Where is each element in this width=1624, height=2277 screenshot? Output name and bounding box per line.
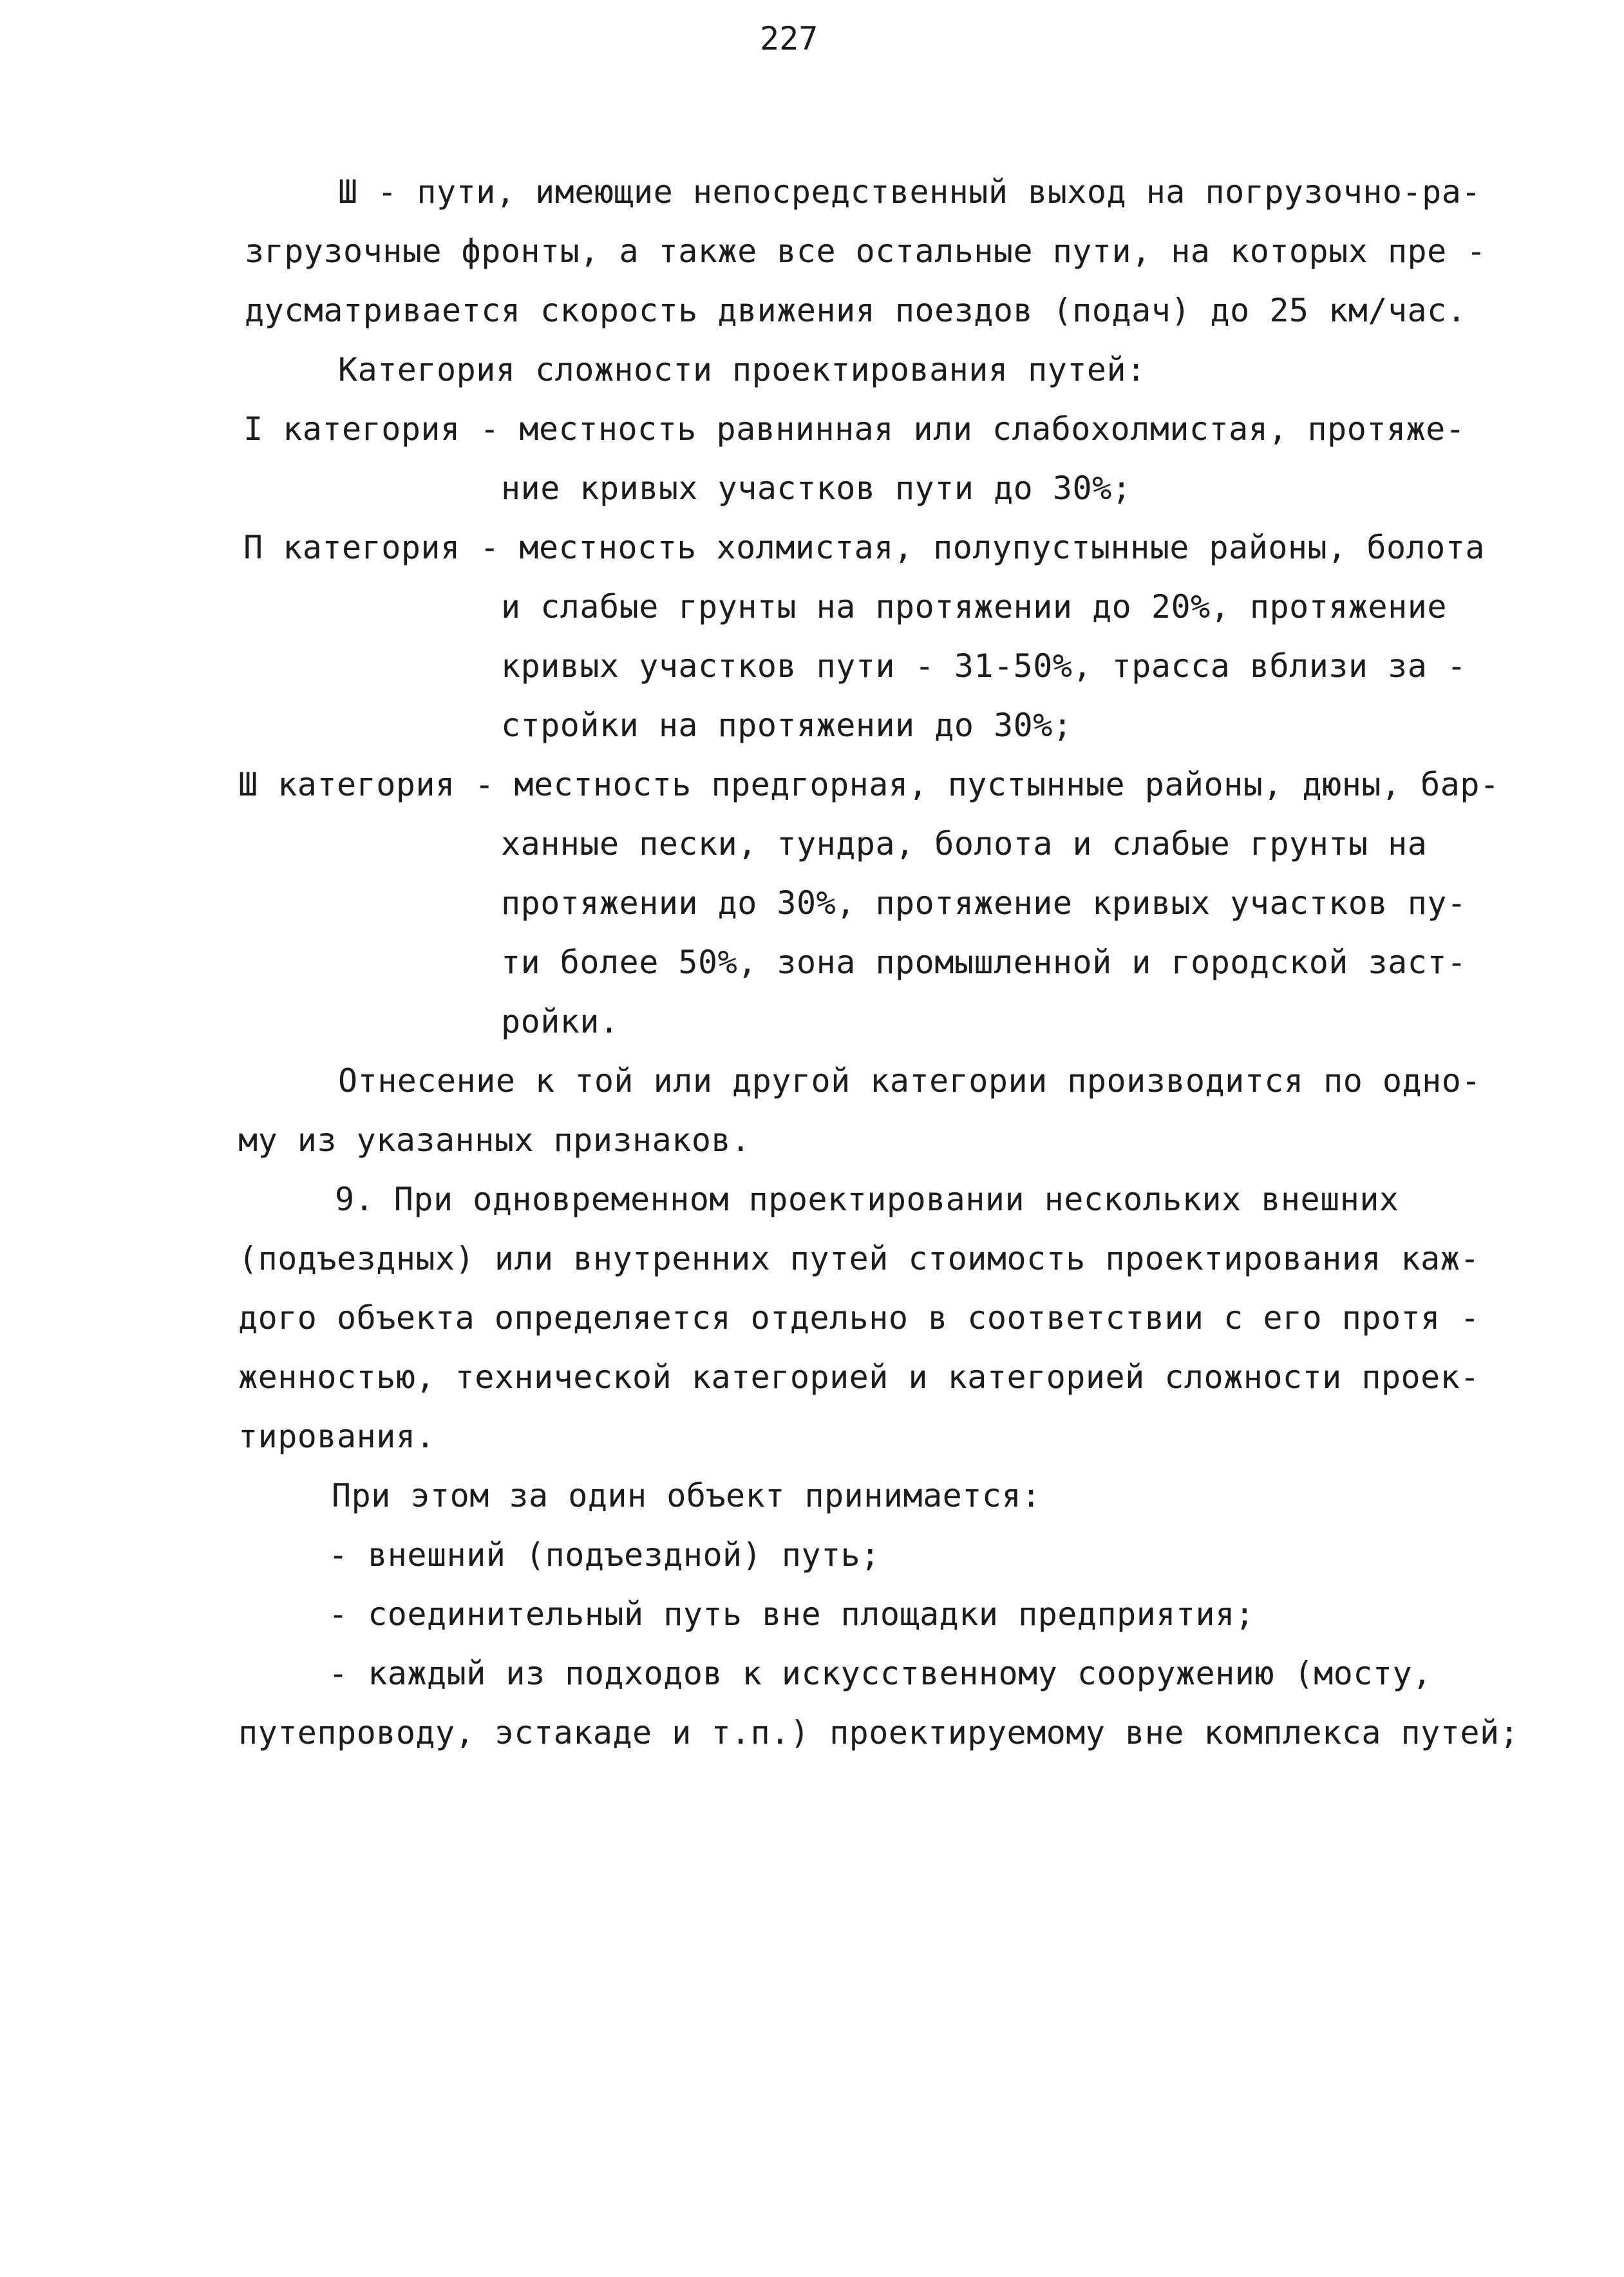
page-number: 227	[760, 20, 818, 57]
text-line-7: П категория - местность холмистая, полупустынные районы, болота	[243, 529, 1485, 566]
text-line-9: кривых участков пути - 31-50%, трасса вблизи за -	[501, 647, 1467, 685]
text-line-8: и слабые грунты на протяжении до 20%, протяжение	[501, 588, 1447, 625]
text-line-4: Категория сложности проектирования путей:	[338, 351, 1146, 388]
text-line-14: ти более 50%, зона промышленной и городской заст-	[501, 944, 1467, 981]
text-line-21: женностью, технической категорией и категорией сложности проек-	[238, 1358, 1480, 1396]
text-line-15: ройки.	[501, 1003, 619, 1040]
text-line-3: дусматривается скорость движения поездов (подач) до 25 км/час.	[245, 292, 1467, 329]
text-line-25: - соединительный путь вне площадки предприятия;	[328, 1596, 1255, 1633]
text-line-1: Ш - пути, имеющие непосредственный выход на погрузочно-ра-	[338, 173, 1481, 211]
text-line-27: путепроводу, эстакаде и т.п.) проектируемому вне комплекса путей;	[238, 1714, 1520, 1751]
text-line-16: Отнесение к той или другой категории производится по одно-	[338, 1062, 1481, 1100]
text-line-6: ние кривых участков пути до 30%;	[501, 470, 1132, 507]
text-line-22: тирования.	[238, 1418, 436, 1455]
text-line-20: дого объекта определяется отдельно в соответствии с его протя -	[238, 1299, 1480, 1337]
text-line-5: I категория - местность равнинная или слабохолмистая, протяже-	[243, 410, 1466, 448]
text-line-24: - внешний (подъездной) путь;	[328, 1536, 880, 1574]
text-line-17: му из указанных признаков.	[238, 1121, 751, 1159]
text-line-23: При этом за один объект принимается:	[332, 1477, 1041, 1514]
text-line-12: ханные пески, тундра, болота и слабые грунты на	[501, 825, 1428, 862]
text-line-11: Ш категория - местность предгорная, пустынные районы, дюны, бар-	[238, 766, 1500, 803]
text-line-19: (подъездных) или внутренних путей стоимость проектирования каж-	[238, 1240, 1480, 1277]
text-line-2: згрузочные фронты, а также все остальные пути, на которых пре -	[245, 233, 1486, 270]
text-line-13: протяжении до 30%, протяжение кривых участков пу-	[501, 884, 1467, 922]
text-line-18: 9. При одновременном проектировании нескольких внешних	[335, 1181, 1399, 1218]
text-line-26: - каждый из подходов к искусственному сооружению (мосту,	[328, 1655, 1432, 1692]
text-line-10: стройки на протяжении до 30%;	[501, 707, 1073, 744]
